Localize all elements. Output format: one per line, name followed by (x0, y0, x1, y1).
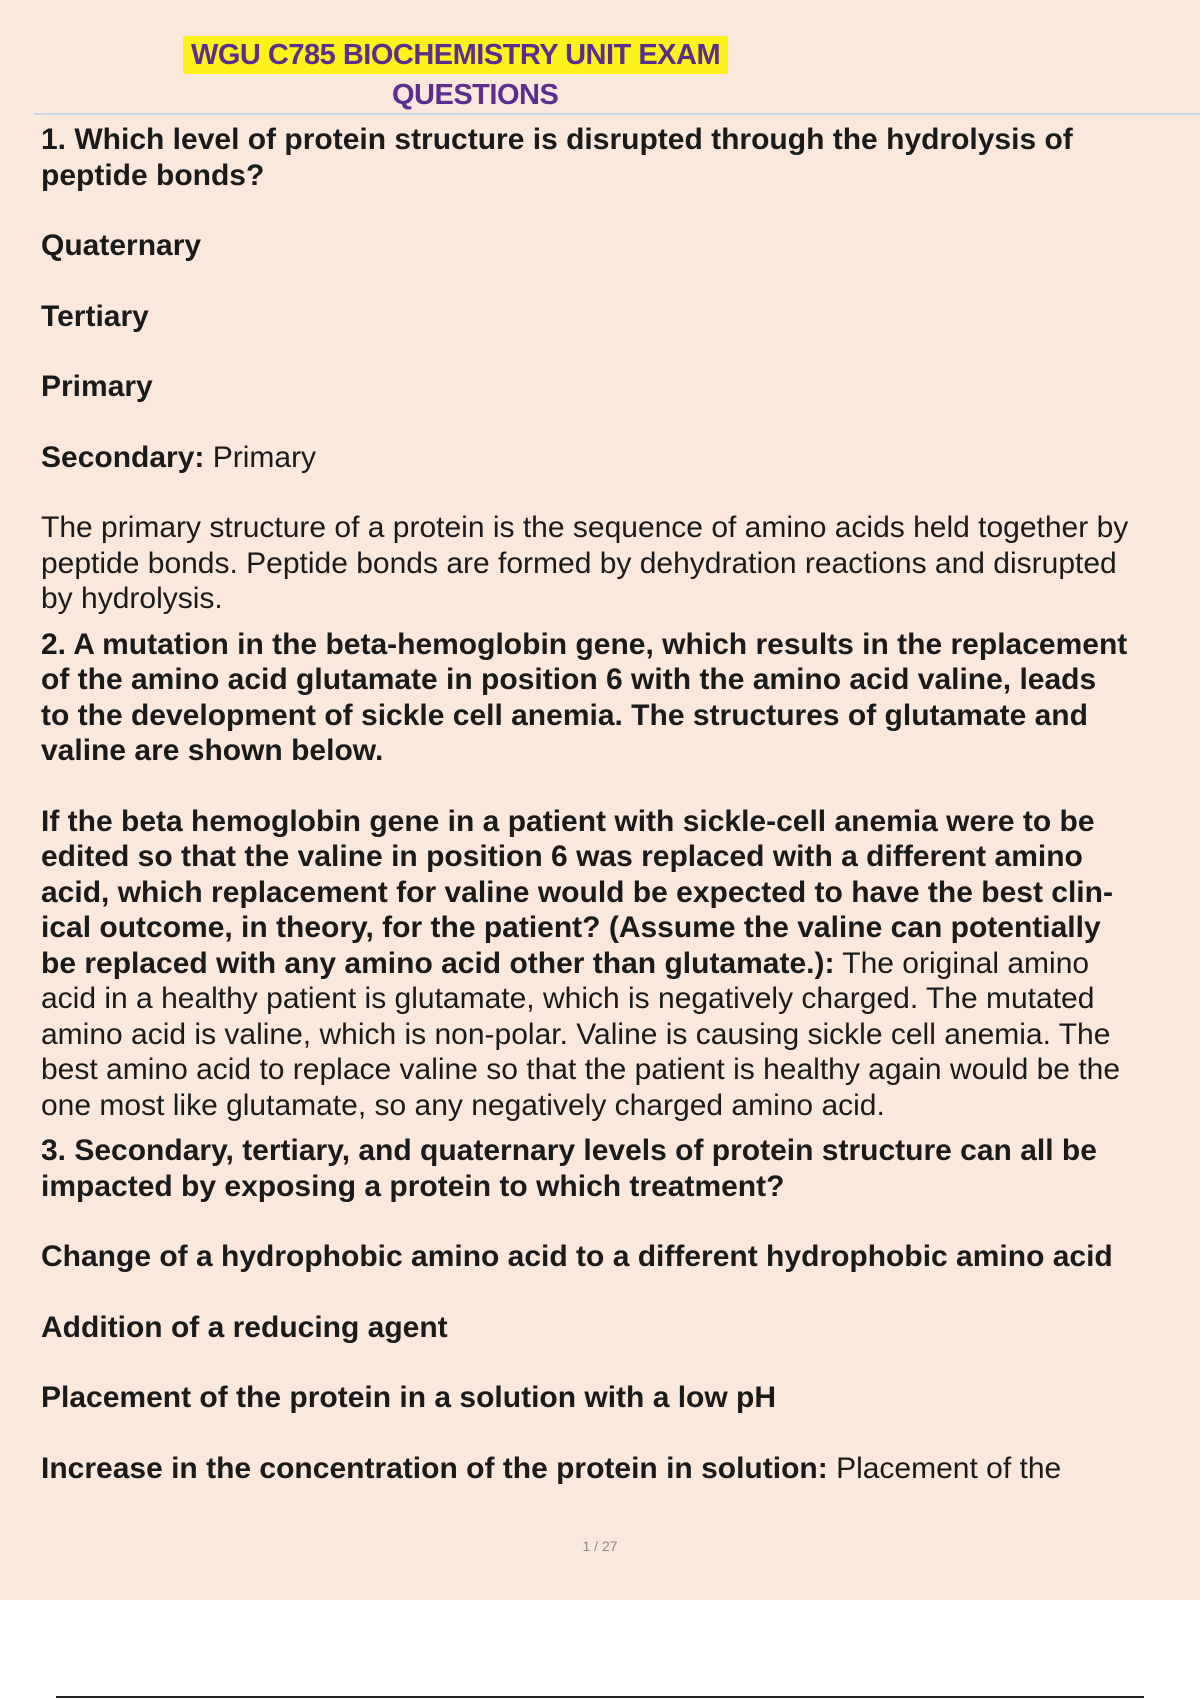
question-2 (41, 627, 1193, 1124)
answer-line: best amino acid to replace valine so that the patient is healthy again would be the (41, 1053, 1121, 1086)
title-line-2: QUESTIONS (392, 79, 559, 111)
question-1 (41, 122, 1193, 617)
answer-option: Quaternary (41, 229, 202, 262)
answer-option-with-answer (41, 1451, 1193, 1487)
question-text-line: 2. A mutation in the beta-hemoglobin gene, which results in the replacement (41, 627, 1128, 661)
question-text-line: If the beta hemoglobin gene in a patient with sickle-cell anemia were to be (41, 804, 1095, 838)
correct-answer: Primary (204, 440, 317, 474)
answer-option-with-answer (41, 440, 1193, 476)
explanation-line: peptide bonds. Peptide bonds are formed by dehydration reactions and disrupted (41, 546, 1117, 580)
document-title (0, 36, 980, 114)
bottom-divider (56, 1696, 1144, 1698)
answer-option: Addition of a reducing agent (41, 1310, 448, 1344)
question-text-line: ical outcome, in theory, for the patient? (Assume the valine can potentially (41, 911, 1101, 944)
question-text-line: 1. Which level of protein structure is disrupted through the hydrolysis of (41, 123, 1073, 156)
question-text-line: peptide bonds? (41, 158, 265, 192)
question-text-line: impacted by exposing a protein to which treatment? (41, 1169, 785, 1203)
title-divider (34, 113, 1200, 115)
question-text-line: valine are shown below. (41, 734, 384, 767)
document-body (41, 122, 1193, 1486)
answer-option: Primary (41, 370, 153, 403)
answer-line: acid in a healthy patient is glutamate, which is negatively charged. The mutated (41, 982, 1095, 1015)
question-3 (41, 1133, 1193, 1486)
answer-option-label: Secondary: (41, 440, 205, 474)
question-text-end: be replaced with any amino acid other than glutamate.): (41, 946, 835, 980)
page-indicator: 1 / 27 (582, 1538, 618, 1554)
answer-option: Change of a hydrophobic amino acid to a different hydrophobic amino acid (41, 1240, 1113, 1273)
answer-option: Placement of the protein in a solution with a low pH (41, 1381, 777, 1414)
question-text-line: of the amino acid glutamate in position 6 with the amino acid valine, leads (41, 663, 1097, 696)
answer-line: amino acid is valine, which is non-polar. Valine is causing sickle cell anemia. The (41, 1017, 1111, 1051)
answer-option-label: Increase in the concentration of the protein in solution: (41, 1451, 828, 1485)
question-text-line: edited so that the valine in position 6 was replaced with a different amino (41, 840, 1083, 873)
answer-option: Tertiary (41, 299, 149, 333)
question-text-line: 3. Secondary, tertiary, and quaternary levels of protein structure can all be (41, 1134, 1097, 1167)
correct-answer: Placement of the (827, 1451, 1062, 1485)
title-line-1: WGU C785 BIOCHEMISTRY UNIT EXAM (183, 36, 728, 74)
question-text-line-with-answer (41, 946, 1193, 982)
answer-line: one most like glutamate, so any negatively charged amino acid. (41, 1088, 885, 1122)
correct-answer: The original amino (834, 946, 1090, 980)
explanation-line: by hydrolysis. (41, 582, 223, 615)
question-text-line: to the development of sickle cell anemia. The structures of glutamate and (41, 698, 1088, 732)
question-text-line: acid, which replacement for valine would be expected to have the best clin- (41, 875, 1113, 909)
explanation-line: The primary structure of a protein is the sequence of amino acids held together by (41, 511, 1129, 544)
